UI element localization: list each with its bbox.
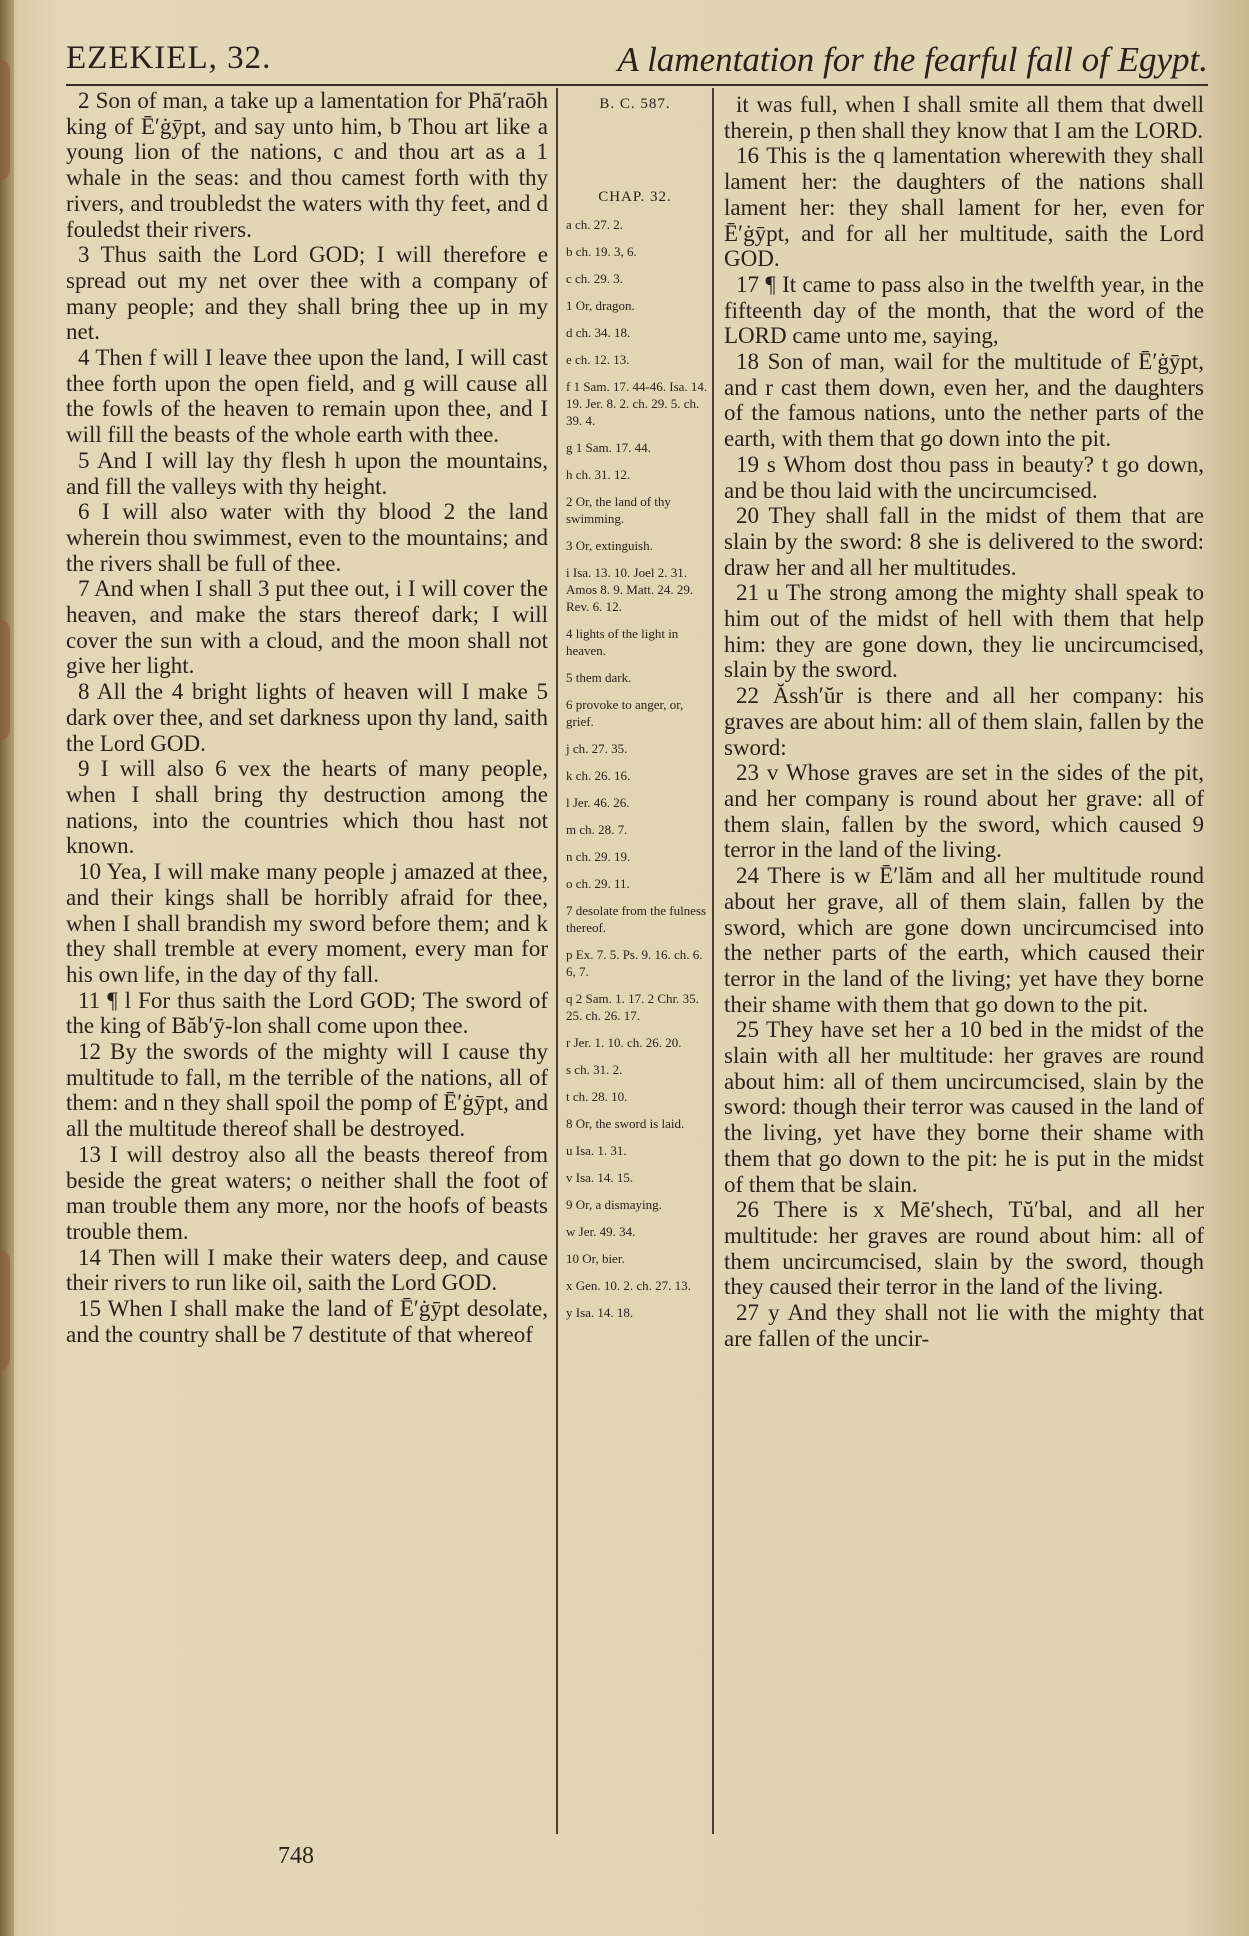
cross-reference-note: o ch. 29. 11. bbox=[566, 876, 630, 891]
cross-reference-note: v Isa. 14. 15. bbox=[566, 1170, 634, 1185]
page-number: 748 bbox=[278, 1843, 314, 1869]
cross-reference-note: n ch. 29. 19. bbox=[566, 849, 631, 864]
column-rule bbox=[712, 88, 714, 1834]
left-text-column bbox=[66, 88, 548, 1347]
binding-hole bbox=[0, 620, 10, 740]
binding-edge bbox=[0, 0, 14, 1936]
verse: 25 They have set her a 10 bed in the midst of the slain with all her multitude: her graves are round about him: all of them uncircumcised, slain by the sword: though their terror was caused in the land of the living, yet have they borne their shame with them that go down to the pit: he is put in the midst of them that be slain. bbox=[724, 1017, 1204, 1197]
cross-reference-note: r Jer. 1. 10. ch. 26. 20. bbox=[566, 1035, 682, 1050]
verse: 11 ¶ l For thus saith the Lord GOD; The sword of the king of Băb′ȳ-lon shall come upon thee. bbox=[66, 987, 548, 1039]
cross-reference-note: i Isa. 13. 10. Joel 2. 31. Amos 8. 9. Matt. 24. 29. Rev. 6. 12. bbox=[566, 565, 694, 614]
cross-reference-note: k ch. 26. 16. bbox=[566, 768, 631, 783]
verse: 3 Thus saith the Lord GOD; I will therefore e spread out my net over thee with a company of many people; and they shall bring thee up in my net. bbox=[66, 242, 548, 345]
verse: it was full, when I shall smite all them that dwell therein, p then shall they know that I am the LORD. bbox=[724, 92, 1204, 143]
verse: 19 s Whom dost thou pass in beauty? t go down, and be thou laid with the uncircumcised. bbox=[724, 451, 1204, 503]
cross-reference-note: g 1 Sam. 17. 44. bbox=[566, 440, 651, 455]
cross-reference-note: 5 them dark. bbox=[566, 670, 632, 685]
cross-reference-note: 6 provoke to anger, or, grief. bbox=[566, 697, 684, 729]
verse: 21 u The strong among the mighty shall speak to him out of the midst of hell with them that help him: they are gone down, they lie uncircumcised, slain by the sword. bbox=[724, 580, 1204, 683]
book-title: EZEKIEL, 32. bbox=[66, 40, 272, 76]
cross-reference-note: c ch. 29. 3. bbox=[566, 271, 624, 286]
verse: 15 When I shall make the land of Ē′ġȳpt desolate, and the country shall be 7 destitute of that whereof bbox=[66, 1296, 548, 1347]
verse: 24 There is w Ē′lăm and all her multitude round about her grave, all of them slain, fallen by the sword, which are gone down uncircumcised into the nether parts of the earth, which caused their terror in the land of the living; yet have they borne their shame with them that go down to the pit. bbox=[724, 863, 1204, 1017]
cross-reference-note: p Ex. 7. 5. Ps. 9. 16. ch. 6. 6, 7. bbox=[566, 947, 703, 979]
verse: 6 I will also water with thy blood 2 the land wherein thou swimmest, even to the mountains; and the rivers shall be full of thee. bbox=[66, 499, 548, 576]
verse: 8 All the 4 bright lights of heaven will I make 5 dark over thee, and set darkness upon thy land, saith the Lord GOD. bbox=[66, 679, 548, 756]
cross-reference-note: 3 Or, extinguish. bbox=[566, 538, 653, 553]
verse: 14 Then will I make their waters deep, and cause their rivers to run like oil, saith the Lord GOD. bbox=[66, 1244, 548, 1296]
cross-reference-note: j ch. 27. 35. bbox=[566, 741, 628, 756]
cross-reference-note: s ch. 31. 2. bbox=[566, 1062, 623, 1077]
cross-reference-note: e ch. 12. 13. bbox=[566, 352, 630, 367]
cross-reference-note: l Jer. 46. 26. bbox=[566, 795, 630, 810]
verse: 2 Son of man, a take up a lamentation for Phā′raōh king of Ē′ġȳpt, and say unto him, b Thou art like a young lion of the nations, c and thou art as a 1 whale in the seas: and thou camest forth with thy rivers, and troubledst the waters with thy feet, and d fouledst their rivers. bbox=[66, 88, 548, 242]
verse: 9 I will also 6 vex the hearts of many people, when I shall bring thy destruction among the nations, into the countries which thou hast not known. bbox=[66, 756, 548, 859]
column-rule bbox=[556, 88, 558, 1834]
chapter-topic: A lamentation for the fearful fall of Egypt. bbox=[617, 40, 1208, 79]
cross-reference-note: 1 Or, dragon. bbox=[566, 298, 635, 313]
date-note: B. C. 587. bbox=[599, 96, 671, 112]
cross-reference-note: t ch. 28. 10. bbox=[566, 1089, 628, 1104]
cross-reference-note: m ch. 28. 7. bbox=[566, 822, 628, 837]
cross-reference-note: d ch. 34. 18. bbox=[566, 325, 631, 340]
cross-reference-column bbox=[560, 96, 710, 1331]
cross-reference-note: u Isa. 1. 31. bbox=[566, 1143, 627, 1158]
cross-reference-note: a ch. 27. 2. bbox=[566, 217, 624, 232]
cross-reference-note: 10 Or, bier. bbox=[566, 1251, 625, 1266]
verse: 16 This is the q lamentation wherewith they shall lament her: the daughters of the nations shall lament her: they shall lament for her, even for Ē′ġȳpt, and for all her multitude, saith the Lord GOD. bbox=[724, 143, 1204, 272]
verse: 4 Then f will I leave thee upon the land, I will cast thee forth upon the open field, and g will cause all the fowls of the heaven to remain upon thee, and I will fill the beasts of the whole earth with thee. bbox=[66, 345, 548, 448]
cross-reference-list bbox=[560, 216, 710, 1321]
chapter-label: CHAP. 32. bbox=[598, 189, 672, 205]
verse: 5 And I will lay thy flesh h upon the mountains, and fill the valleys with thy height. bbox=[66, 447, 548, 499]
cross-reference-note: 4 lights of the light in heaven. bbox=[566, 626, 679, 658]
verse: 20 They shall fall in the midst of them that are slain by the sword: 8 she is delivered to the sword: draw her and all her multitudes. bbox=[724, 503, 1204, 580]
cross-reference-note: b ch. 19. 3, 6. bbox=[566, 244, 637, 259]
right-text-column bbox=[724, 92, 1204, 1351]
verse: 7 And when I shall 3 put thee out, i I will cover the heaven, and make the stars thereof dark; I will cover the sun with a cloud, and the moon shall not give her light. bbox=[66, 576, 548, 679]
binding-hole bbox=[0, 60, 10, 180]
cross-reference-note: 8 Or, the sword is laid. bbox=[566, 1116, 685, 1131]
verse: 22 Ăssh′ŭr is there and all her company: his graves are about him: all of them slain, fallen by the sword: bbox=[724, 683, 1204, 760]
cross-reference-note: 9 Or, a dismaying. bbox=[566, 1197, 662, 1212]
verse: 27 y And they shall not lie with the mighty that are fallen of the uncir- bbox=[724, 1300, 1204, 1351]
cross-reference-note: w Jer. 49. 34. bbox=[566, 1224, 636, 1239]
header-rule bbox=[66, 84, 1208, 86]
verse: 18 Son of man, wail for the multitude of Ē′ġȳpt, and r cast them down, even her, and the daughters of the famous nations, unto the nether parts of the earth, with them that go down into the pit. bbox=[724, 349, 1204, 452]
cross-reference-note: h ch. 31. 12. bbox=[566, 467, 631, 482]
binding-hole bbox=[0, 1250, 10, 1370]
verse: 17 ¶ It came to pass also in the twelfth year, in the fifteenth day of the month, that the word of the LORD came unto me, saying, bbox=[724, 271, 1204, 349]
verse: 23 v Whose graves are set in the sides of the pit, and her company is round about her grave: all of them slain, fallen by the sword, which caused 9 terror in the land of the living. bbox=[724, 760, 1204, 863]
verse: 12 By the swords of the mighty will I cause thy multitude to fall, m the terrible of the nations, all of them: and n they shall spoil the pomp of Ē′ġȳpt, and all the multitude thereof shall be destroyed. bbox=[66, 1039, 548, 1142]
verse: 13 I will destroy also all the beasts thereof from beside the great waters; o neither shall the foot of man trouble them any more, nor the hoofs of beasts trouble them. bbox=[66, 1141, 548, 1244]
cross-reference-note: x Gen. 10. 2. ch. 27. 13. bbox=[566, 1278, 691, 1293]
cross-reference-note: y Isa. 14. 18. bbox=[566, 1305, 634, 1320]
cross-reference-note: 2 Or, the land of thy swimming. bbox=[566, 494, 671, 526]
cross-reference-note: 7 desolate from the fulness thereof. bbox=[566, 903, 707, 935]
verse: 26 There is x Mē′shech, Tŭ′bal, and all her multitude: her graves are round about him: all of them uncircumcised, slain by the sword, though they caused their terror in the land of the living. bbox=[724, 1197, 1204, 1300]
cross-reference-note: f 1 Sam. 17. 44-46. Isa. 14. 19. Jer. 8. 2. ch. 29. 5. ch. 39. 4. bbox=[566, 379, 708, 428]
cross-reference-note: q 2 Sam. 1. 17. 2 Chr. 35. 25. ch. 26. 17. bbox=[566, 991, 699, 1023]
verse: 10 Yea, I will make many people j amazed at thee, and their kings shall be horribly afraid for thee, when I shall brandish my sword before them; and k they shall tremble at every moment, every man for his own life, in the day of thy fall. bbox=[66, 859, 548, 987]
